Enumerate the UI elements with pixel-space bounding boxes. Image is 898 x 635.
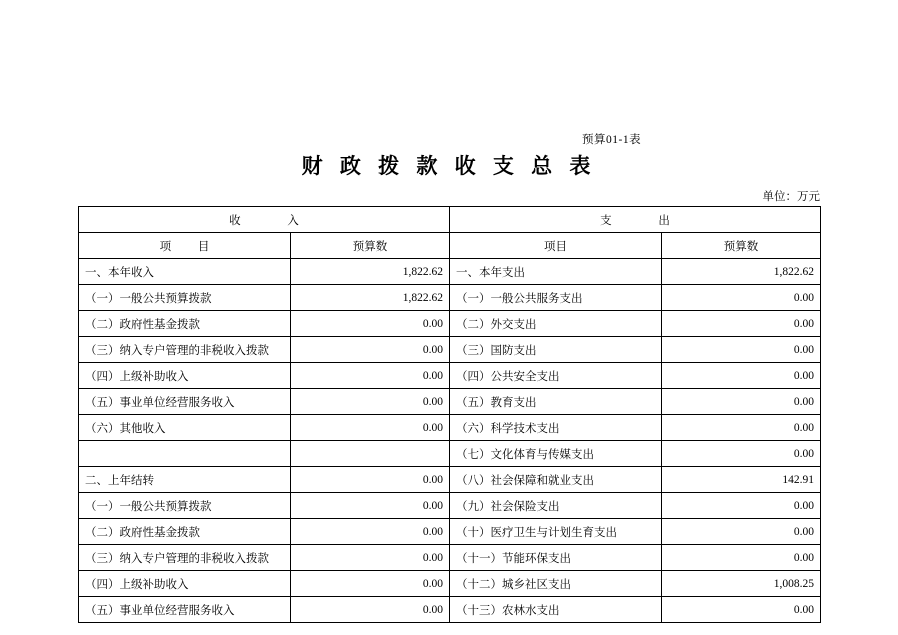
income-label: （二）政府性基金拨款: [79, 311, 291, 337]
table-row: [79, 571, 821, 597]
expense-value: 0.00: [662, 337, 821, 363]
table-row: [79, 337, 821, 363]
income-label: [79, 441, 291, 467]
expense-label: （七）文化体育与传媒支出: [450, 441, 662, 467]
header-income-budget: 预算数: [291, 233, 450, 259]
table-row: [79, 441, 821, 467]
income-value: 0.00: [291, 493, 450, 519]
expense-value: 0.00: [662, 311, 821, 337]
table-row: [79, 389, 821, 415]
expense-label: （一）一般公共服务支出: [450, 285, 662, 311]
income-label: （三）纳入专户管理的非税收入拨款: [79, 545, 291, 571]
table-row: [79, 545, 821, 571]
expense-label: （八）社会保障和就业支出: [450, 467, 662, 493]
income-value: 0.00: [291, 571, 450, 597]
expense-value: 0.00: [662, 363, 821, 389]
header-expense-budget: 预算数: [662, 233, 821, 259]
expense-value: 0.00: [662, 545, 821, 571]
expense-label: （六）科学技术支出: [450, 415, 662, 441]
income-value: 1,822.62: [291, 285, 450, 311]
expense-group-header: 支 出: [450, 207, 821, 233]
table-row: [79, 467, 821, 493]
income-value: 0.00: [291, 415, 450, 441]
income-label: （四）上级补助收入: [79, 363, 291, 389]
expense-label: 一、本年支出: [450, 259, 662, 285]
income-label: （三）纳入专户管理的非税收入拨款: [79, 337, 291, 363]
income-label: （五）事业单位经营服务收入: [79, 389, 291, 415]
page-title: 财 政 拨 款 收 支 总 表: [301, 154, 597, 178]
header-expense-item: 项目: [450, 233, 662, 259]
expense-value: 142.91: [662, 467, 821, 493]
income-label: （六）其他收入: [79, 415, 291, 441]
expense-value: 0.00: [662, 415, 821, 441]
expense-value: 1,822.62: [662, 259, 821, 285]
expense-label: （十二）城乡社区支出: [450, 571, 662, 597]
expense-value: 0.00: [662, 441, 821, 467]
income-label: 一、本年收入: [79, 259, 291, 285]
expense-label: （十一）节能环保支出: [450, 545, 662, 571]
income-value: 0.00: [291, 467, 450, 493]
expense-label: （二）外交支出: [450, 311, 662, 337]
expense-label: （三）国防支出: [450, 337, 662, 363]
table-row: [79, 363, 821, 389]
income-label: （一）一般公共预算拨款: [79, 285, 291, 311]
income-label: （五）事业单位经营服务收入: [79, 597, 291, 623]
income-label: （四）上级补助收入: [79, 571, 291, 597]
income-value: 0.00: [291, 545, 450, 571]
table-column-header-row: [79, 233, 821, 259]
income-value: 0.00: [291, 311, 450, 337]
unit-note: 单位：万元: [762, 191, 820, 203]
income-value: [291, 441, 450, 467]
table-row: [79, 415, 821, 441]
expense-value: 0.00: [662, 493, 821, 519]
income-label: （二）政府性基金拨款: [79, 519, 291, 545]
income-group-header: 收 入: [79, 207, 450, 233]
header-income-item: 项 目: [79, 233, 291, 259]
table-row: [79, 285, 821, 311]
expense-value: 0.00: [662, 285, 821, 311]
form-code: 预算01-1表: [582, 134, 642, 146]
income-label: 二、上年结转: [79, 467, 291, 493]
table-row: [79, 259, 821, 285]
expense-label: （十三）农林水支出: [450, 597, 662, 623]
expense-label: （五）教育支出: [450, 389, 662, 415]
table-row: [79, 597, 821, 623]
expense-label: （九）社会保险支出: [450, 493, 662, 519]
table-row: [79, 519, 821, 545]
income-value: 0.00: [291, 389, 450, 415]
income-value: 0.00: [291, 363, 450, 389]
income-value: 1,822.62: [291, 259, 450, 285]
budget-table: [78, 206, 821, 623]
expense-value: 0.00: [662, 389, 821, 415]
expense-label: （四）公共安全支出: [450, 363, 662, 389]
expense-value: 1,008.25: [662, 571, 821, 597]
expense-value: 0.00: [662, 519, 821, 545]
income-value: 0.00: [291, 519, 450, 545]
income-label: （一）一般公共预算拨款: [79, 493, 291, 519]
table-row: [79, 493, 821, 519]
expense-value: 0.00: [662, 597, 821, 623]
table-group-header-row: [79, 207, 821, 233]
income-value: 0.00: [291, 337, 450, 363]
expense-label: （十）医疗卫生与计划生育支出: [450, 519, 662, 545]
income-value: 0.00: [291, 597, 450, 623]
table-row: [79, 311, 821, 337]
